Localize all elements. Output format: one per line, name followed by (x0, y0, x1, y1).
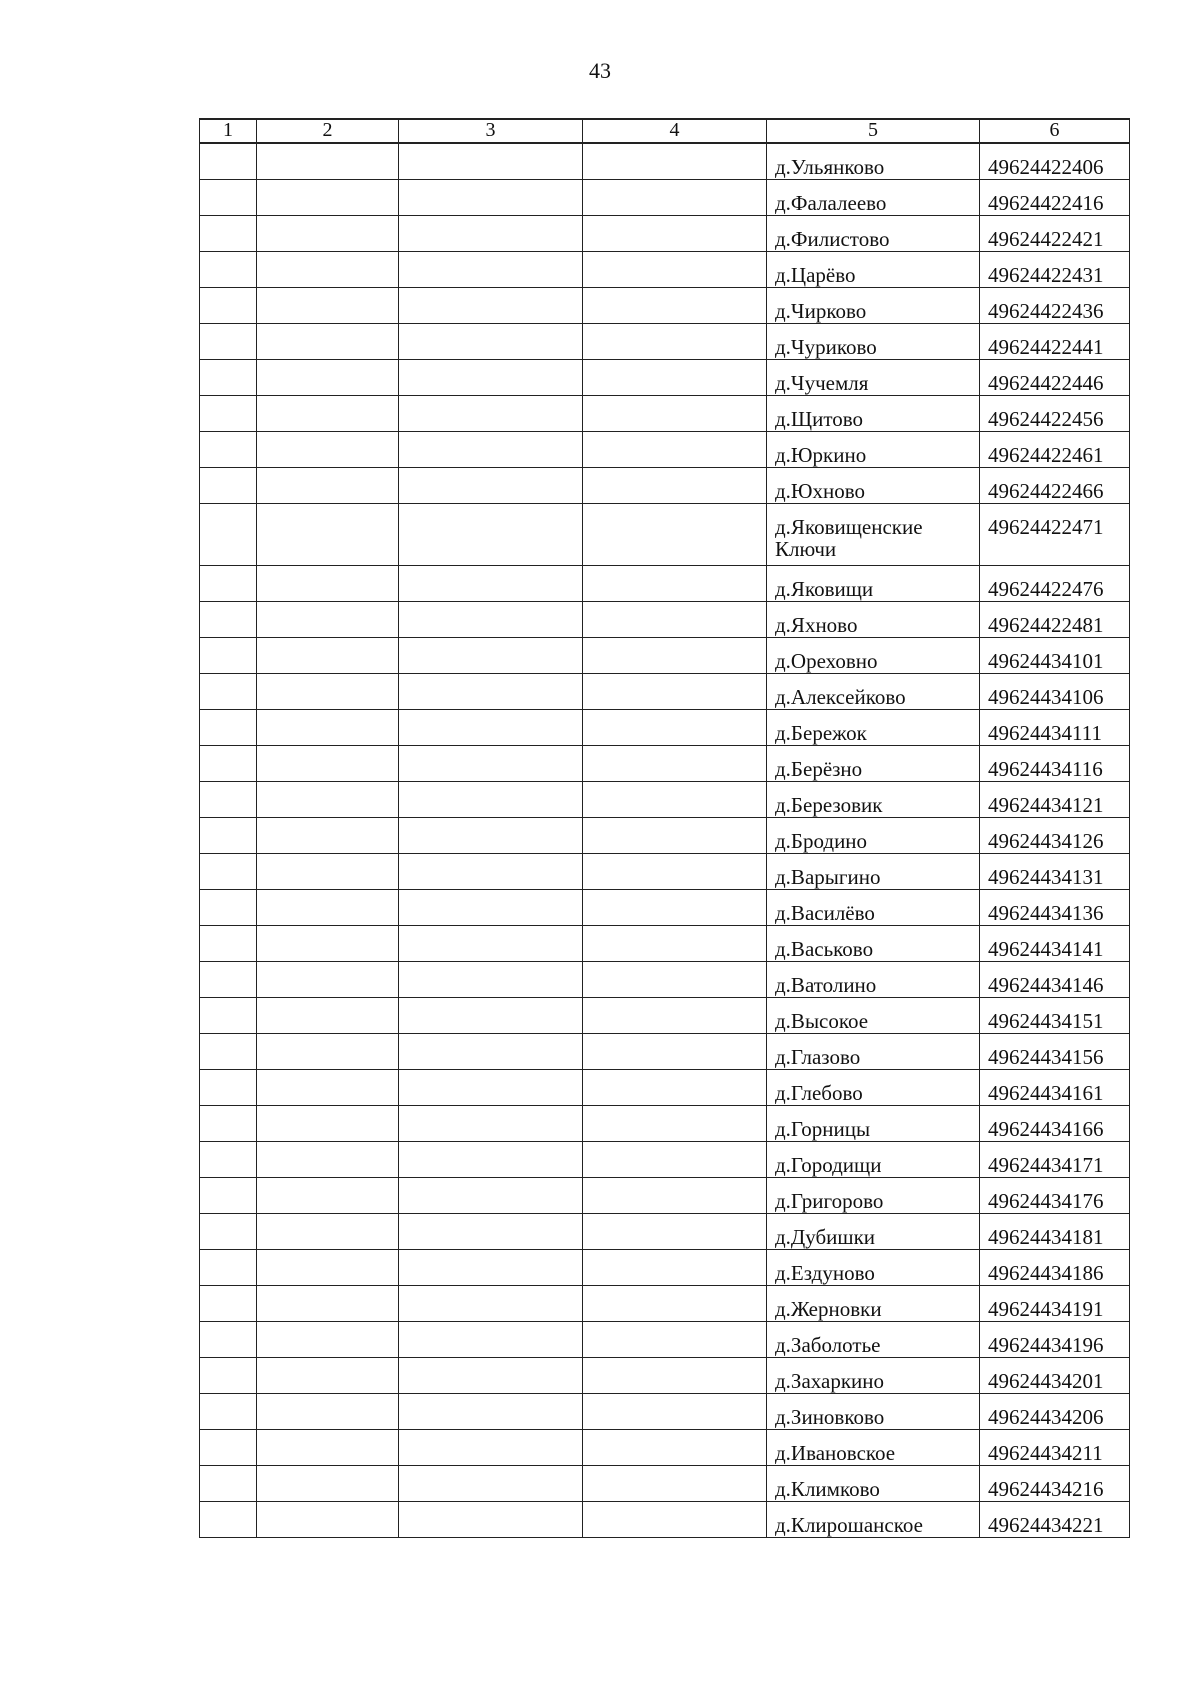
empty-cell (257, 1321, 399, 1357)
settlement-name-cell: д.Берёзно (767, 745, 980, 781)
empty-cell (200, 889, 257, 925)
empty-cell (583, 1033, 767, 1069)
empty-cell (257, 997, 399, 1033)
empty-cell (583, 431, 767, 467)
table-row (200, 565, 1130, 601)
empty-cell (399, 251, 583, 287)
empty-cell (583, 1177, 767, 1213)
empty-cell (200, 215, 257, 251)
oktmo-code-cell: 49624422436 (980, 287, 1130, 323)
oktmo-code-cell: 49624434196 (980, 1321, 1130, 1357)
empty-cell (583, 961, 767, 997)
empty-cell (583, 1321, 767, 1357)
empty-cell (200, 1213, 257, 1249)
empty-cell (399, 143, 583, 179)
empty-cell (583, 143, 767, 179)
empty-cell (200, 1141, 257, 1177)
settlement-name-cell: д.Городищи (767, 1141, 980, 1177)
oktmo-code-cell: 49624422421 (980, 215, 1130, 251)
settlement-name-cell: д.Царёво (767, 251, 980, 287)
column-header: 3 (399, 119, 583, 143)
table-row (200, 287, 1130, 323)
empty-cell (583, 637, 767, 673)
empty-cell (399, 467, 583, 503)
empty-cell (200, 1177, 257, 1213)
settlement-name-cell: д.Василёво (767, 889, 980, 925)
empty-cell (200, 1285, 257, 1321)
empty-cell (200, 1033, 257, 1069)
oktmo-code-cell: 49624434131 (980, 853, 1130, 889)
column-header: 2 (257, 119, 399, 143)
empty-cell (583, 745, 767, 781)
table-row (200, 781, 1130, 817)
empty-cell (399, 637, 583, 673)
empty-cell (399, 673, 583, 709)
empty-cell (399, 1177, 583, 1213)
empty-cell (257, 1285, 399, 1321)
table-row (200, 359, 1130, 395)
empty-cell (200, 961, 257, 997)
empty-cell (583, 1357, 767, 1393)
empty-cell (257, 745, 399, 781)
empty-cell (257, 1357, 399, 1393)
empty-cell (200, 601, 257, 637)
table-row (200, 1213, 1130, 1249)
empty-cell (399, 601, 583, 637)
empty-cell (257, 565, 399, 601)
empty-cell (583, 1465, 767, 1501)
table-row (200, 143, 1130, 179)
table-row (200, 745, 1130, 781)
empty-cell (257, 817, 399, 853)
oktmo-code-cell: 49624434126 (980, 817, 1130, 853)
empty-cell (257, 673, 399, 709)
oktmo-code-cell: 49624434111 (980, 709, 1130, 745)
settlement-name-cell: д.Высокое (767, 997, 980, 1033)
oktmo-code-cell: 49624434191 (980, 1285, 1130, 1321)
settlement-name-cell: д.Алексейково (767, 673, 980, 709)
empty-cell (399, 1393, 583, 1429)
empty-cell (583, 287, 767, 323)
empty-cell (399, 1213, 583, 1249)
empty-cell (200, 673, 257, 709)
empty-cell (399, 745, 583, 781)
oktmo-code-cell: 49624434116 (980, 745, 1130, 781)
empty-cell (583, 503, 767, 565)
empty-cell (583, 781, 767, 817)
empty-cell (200, 467, 257, 503)
table-row (200, 673, 1130, 709)
settlement-name-cell: д.Варыгино (767, 853, 980, 889)
page-number: 43 (589, 58, 611, 83)
oktmo-code-cell: 49624434121 (980, 781, 1130, 817)
empty-cell (399, 709, 583, 745)
oktmo-code-cell: 49624422456 (980, 395, 1130, 431)
settlement-name-cell: д.Захаркино (767, 1357, 980, 1393)
oktmo-code-cell: 49624422431 (980, 251, 1130, 287)
table-row (200, 431, 1130, 467)
empty-cell (399, 1357, 583, 1393)
empty-cell (257, 1393, 399, 1429)
empty-cell (583, 179, 767, 215)
settlement-name-cell: д.Фалалеево (767, 179, 980, 215)
oktmo-code-cell: 49624422471 (980, 503, 1130, 565)
table-row (200, 1465, 1130, 1501)
settlement-name-cell: д.Чучемля (767, 359, 980, 395)
oktmo-code-cell: 49624422441 (980, 323, 1130, 359)
table-row (200, 925, 1130, 961)
empty-cell (257, 431, 399, 467)
empty-cell (200, 287, 257, 323)
empty-cell (200, 1321, 257, 1357)
table-row (200, 467, 1130, 503)
oktmo-code-cell: 49624434146 (980, 961, 1130, 997)
table-row (200, 1033, 1130, 1069)
oktmo-code-cell: 49624422476 (980, 565, 1130, 601)
empty-cell (200, 997, 257, 1033)
empty-cell (200, 817, 257, 853)
table-body (200, 119, 1130, 1537)
empty-cell (399, 1033, 583, 1069)
empty-cell (257, 781, 399, 817)
empty-cell (257, 287, 399, 323)
empty-cell (399, 1069, 583, 1105)
empty-cell (257, 1069, 399, 1105)
table-row (200, 1069, 1130, 1105)
table-row (200, 1285, 1130, 1321)
empty-cell (583, 1141, 767, 1177)
empty-cell (257, 503, 399, 565)
empty-cell (257, 1213, 399, 1249)
settlement-name-cell: д.Горницы (767, 1105, 980, 1141)
table-row (200, 997, 1130, 1033)
empty-cell (200, 1249, 257, 1285)
empty-cell (257, 709, 399, 745)
header-row (200, 119, 1130, 143)
empty-cell (200, 359, 257, 395)
empty-cell (399, 359, 583, 395)
empty-cell (583, 395, 767, 431)
oktmo-code-cell: 49624434106 (980, 673, 1130, 709)
settlement-name-cell: д.Григорово (767, 1177, 980, 1213)
oktmo-code-cell: 49624434171 (980, 1141, 1130, 1177)
settlement-name-cell: д.Жерновки (767, 1285, 980, 1321)
empty-cell (257, 215, 399, 251)
table-row (200, 1105, 1130, 1141)
empty-cell (399, 781, 583, 817)
empty-cell (399, 889, 583, 925)
settlement-name-cell: д.Заболотье (767, 1321, 980, 1357)
column-header: 4 (583, 119, 767, 143)
empty-cell (200, 251, 257, 287)
empty-cell (583, 251, 767, 287)
empty-cell (200, 637, 257, 673)
settlement-name-cell: д.Яхново (767, 601, 980, 637)
empty-cell (200, 925, 257, 961)
oktmo-code-cell: 49624422406 (980, 143, 1130, 179)
settlement-name-cell: д.Чуриково (767, 323, 980, 359)
settlement-name-cell: д.Бродино (767, 817, 980, 853)
empty-cell (399, 287, 583, 323)
oktmo-code-cell: 49624434151 (980, 997, 1130, 1033)
settlement-name-cell: д.Яковищи (767, 565, 980, 601)
settlement-name-cell: д.Васьково (767, 925, 980, 961)
oktmo-code-cell: 49624422461 (980, 431, 1130, 467)
oktmo-code-cell: 49624434156 (980, 1033, 1130, 1069)
empty-cell (200, 1069, 257, 1105)
empty-cell (399, 503, 583, 565)
empty-cell (583, 601, 767, 637)
oktmo-code-cell: 49624422446 (980, 359, 1130, 395)
settlement-name-cell: д.Ореховно (767, 637, 980, 673)
empty-cell (399, 997, 583, 1033)
empty-cell (583, 853, 767, 889)
empty-cell (399, 1141, 583, 1177)
empty-cell (200, 565, 257, 601)
empty-cell (257, 853, 399, 889)
table-row (200, 961, 1130, 997)
empty-cell (200, 1501, 257, 1537)
empty-cell (257, 925, 399, 961)
empty-cell (200, 853, 257, 889)
empty-cell (257, 961, 399, 997)
empty-cell (257, 1501, 399, 1537)
empty-cell (583, 1105, 767, 1141)
empty-cell (583, 1393, 767, 1429)
empty-cell (257, 1249, 399, 1285)
oktmo-code-cell: 49624434141 (980, 925, 1130, 961)
empty-cell (399, 1429, 583, 1465)
empty-cell (583, 323, 767, 359)
oktmo-code-cell: 49624434186 (980, 1249, 1130, 1285)
empty-cell (257, 1141, 399, 1177)
empty-cell (399, 179, 583, 215)
empty-cell (583, 997, 767, 1033)
empty-cell (200, 745, 257, 781)
empty-cell (583, 673, 767, 709)
empty-cell (200, 1393, 257, 1429)
empty-cell (200, 503, 257, 565)
table-row (200, 503, 1130, 565)
settlement-name-cell: д.Ездуново (767, 1249, 980, 1285)
oktmo-code-cell: 49624434216 (980, 1465, 1130, 1501)
oktmo-code-cell: 49624434176 (980, 1177, 1130, 1213)
empty-cell (200, 431, 257, 467)
table-row (200, 323, 1130, 359)
empty-cell (583, 1213, 767, 1249)
settlement-name-cell: д.Глазово (767, 1033, 980, 1069)
empty-cell (257, 179, 399, 215)
empty-cell (399, 395, 583, 431)
empty-cell (257, 1177, 399, 1213)
table-row (200, 251, 1130, 287)
empty-cell (583, 925, 767, 961)
empty-cell (583, 565, 767, 601)
oktmo-code-cell: 49624422466 (980, 467, 1130, 503)
oktmo-code-cell: 49624422416 (980, 179, 1130, 215)
empty-cell (200, 709, 257, 745)
settlement-name-cell: д.Юхново (767, 467, 980, 503)
table-row (200, 179, 1130, 215)
table-row (200, 1357, 1130, 1393)
table-row (200, 1501, 1130, 1537)
empty-cell (583, 709, 767, 745)
empty-cell (583, 817, 767, 853)
empty-cell (399, 1285, 583, 1321)
empty-cell (257, 1465, 399, 1501)
empty-cell (257, 395, 399, 431)
table-row (200, 853, 1130, 889)
empty-cell (399, 1249, 583, 1285)
empty-cell (583, 359, 767, 395)
empty-cell (583, 889, 767, 925)
table-row (200, 395, 1130, 431)
empty-cell (399, 323, 583, 359)
empty-cell (583, 1429, 767, 1465)
empty-cell (257, 1429, 399, 1465)
table-row (200, 601, 1130, 637)
empty-cell (257, 251, 399, 287)
oktmo-code-cell: 49624434161 (980, 1069, 1130, 1105)
empty-cell (257, 467, 399, 503)
empty-cell (200, 1357, 257, 1393)
settlement-name-cell: д.Ивановское (767, 1429, 980, 1465)
empty-cell (257, 1105, 399, 1141)
empty-cell (583, 215, 767, 251)
table-row (200, 1393, 1130, 1429)
settlement-name-cell: д.Климково (767, 1465, 980, 1501)
empty-cell (583, 1501, 767, 1537)
oktmo-code-cell: 49624434201 (980, 1357, 1130, 1393)
settlement-name-cell: д.Чирково (767, 287, 980, 323)
table-row (200, 1177, 1130, 1213)
settlement-name-cell: д.Яковищенские Ключи (767, 503, 980, 565)
empty-cell (200, 179, 257, 215)
table-row (200, 1321, 1130, 1357)
empty-cell (399, 1465, 583, 1501)
empty-cell (257, 601, 399, 637)
settlement-name-cell: д.Зиновково (767, 1393, 980, 1429)
settlement-name-cell: д.Бережок (767, 709, 980, 745)
oktmo-code-cell: 49624434166 (980, 1105, 1130, 1141)
column-header: 5 (767, 119, 980, 143)
empty-cell (399, 565, 583, 601)
empty-cell (399, 925, 583, 961)
table-row (200, 637, 1130, 673)
empty-cell (399, 215, 583, 251)
oktmo-code-cell: 49624434181 (980, 1213, 1130, 1249)
table-row (200, 709, 1130, 745)
empty-cell (200, 395, 257, 431)
empty-cell (200, 1465, 257, 1501)
empty-cell (200, 323, 257, 359)
registry-table (199, 118, 1130, 1538)
empty-cell (583, 467, 767, 503)
empty-cell (399, 1501, 583, 1537)
empty-cell (583, 1249, 767, 1285)
empty-cell (399, 1105, 583, 1141)
settlement-name-cell: д.Дубишки (767, 1213, 980, 1249)
settlement-name-cell: д.Ульянково (767, 143, 980, 179)
empty-cell (583, 1069, 767, 1105)
oktmo-code-cell: 49624422481 (980, 601, 1130, 637)
settlement-name-cell: д.Юркино (767, 431, 980, 467)
settlement-name-cell: д.Филистово (767, 215, 980, 251)
empty-cell (399, 431, 583, 467)
oktmo-code-cell: 49624434206 (980, 1393, 1130, 1429)
empty-cell (200, 1105, 257, 1141)
empty-cell (257, 143, 399, 179)
empty-cell (399, 853, 583, 889)
column-header: 6 (980, 119, 1130, 143)
empty-cell (399, 817, 583, 853)
oktmo-code-cell: 49624434221 (980, 1501, 1130, 1537)
empty-cell (200, 143, 257, 179)
empty-cell (257, 889, 399, 925)
settlement-name-cell: д.Глебово (767, 1069, 980, 1105)
empty-cell (399, 1321, 583, 1357)
oktmo-code-cell: 49624434211 (980, 1429, 1130, 1465)
settlement-name-cell: д.Ватолино (767, 961, 980, 997)
table-row (200, 1429, 1130, 1465)
column-header: 1 (200, 119, 257, 143)
table-row (200, 215, 1130, 251)
empty-cell (200, 1429, 257, 1465)
empty-cell (257, 637, 399, 673)
empty-cell (200, 781, 257, 817)
table-row (200, 1141, 1130, 1177)
empty-cell (257, 359, 399, 395)
settlement-name-cell: д.Щитово (767, 395, 980, 431)
empty-cell (257, 1033, 399, 1069)
settlement-name-cell: д.Березовик (767, 781, 980, 817)
oktmo-code-cell: 49624434101 (980, 637, 1130, 673)
table-row (200, 817, 1130, 853)
empty-cell (257, 323, 399, 359)
empty-cell (583, 1285, 767, 1321)
empty-cell (399, 961, 583, 997)
table-row (200, 889, 1130, 925)
settlement-name-cell: д.Клирошанское (767, 1501, 980, 1537)
oktmo-code-cell: 49624434136 (980, 889, 1130, 925)
table-row (200, 1249, 1130, 1285)
